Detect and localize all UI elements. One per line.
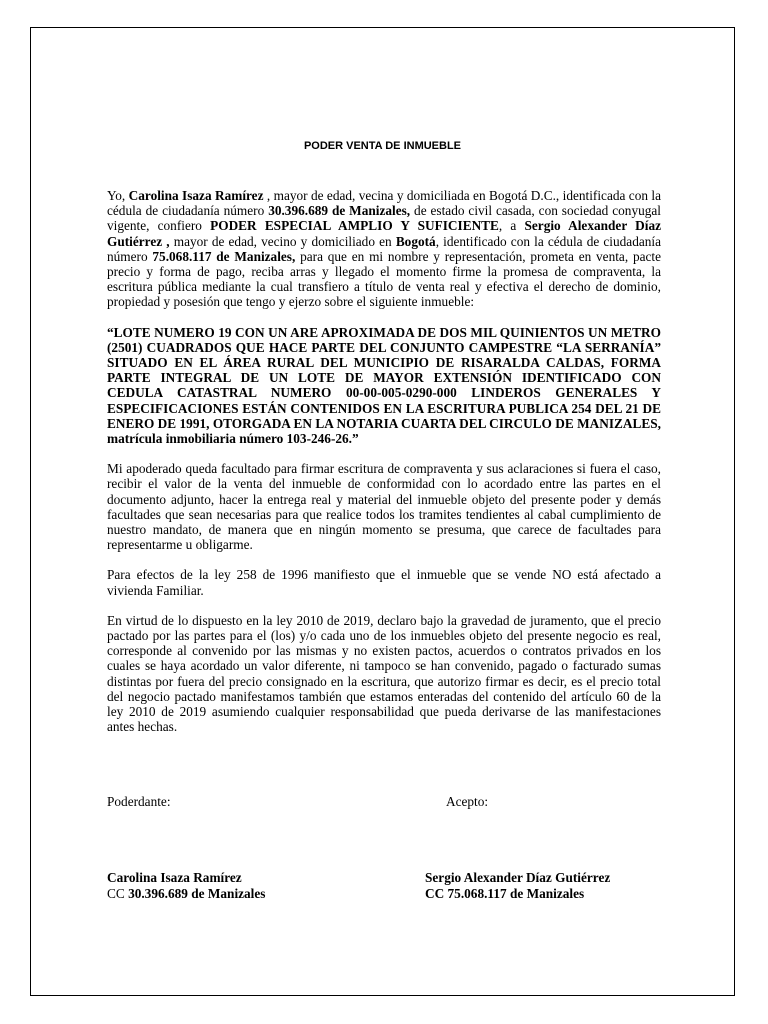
paragraph-property — [107, 325, 661, 447]
property-description: “LOTE NUMERO 19 CON UN ARE APROXIMADA DE DOS MIL QUINIENTOS UN METRO (2501) CUADRADOS QUE HACE PARTE DEL CONJUNTO CAMPESTRE “LA SERRANÍA” SITUADO EN EL ÁREA RURAL DEL MUNICIPIO DE RISARALDA CALDAS, FORMA PARTE INTEGRAL DE UN LOTE DE MAYOR EXTENSIÓN IDENTIFICADO CON CEDULA CATASTRAL NUMERO 00-00-005-0290-000 LINDEROS GENERALES Y ESPECIFICACIONES ESTÁN CONTENIDOS EN LA ESCRITURA PUBLICA 254 DEL 21 DE ENERO DE 1991, OTORGADA EN LA NOTARIA CUARTA DEL CIRCULO DE MANIZALES, — [107, 324, 661, 431]
paragraph-grantor — [107, 188, 661, 310]
signer-cc: 30.396.689 de Manizales — [128, 885, 266, 901]
text-segment: de estado civil casada, con sociedad conyugal vigente, confiero — [107, 203, 662, 234]
grantor-cc: 30.396.689 de Manizales, — [268, 203, 411, 219]
grantor-name: Carolina Isaza Ramírez — [128, 188, 264, 203]
agent-cc: 75.068.117 de Manizales, — [152, 248, 296, 264]
signer-cc-prefix: CC — [107, 885, 129, 901]
document-page — [30, 27, 735, 996]
text-segment: , mayor de edad, vecina y domiciliada en Bogotá D.C., identificada con la cédula de ciudadanía número — [107, 188, 661, 219]
text-segment: , a — [498, 218, 525, 234]
grantor-label: Poderdante: — [107, 794, 171, 809]
agent-name: Sergio Alexander Díaz Gutiérrez , — [107, 218, 661, 249]
acceptor-label: Acepto: — [446, 794, 489, 809]
paragraph-faculties: Mi apoderado queda facultado para firmar escritura de compraventa y sus aclaraciones si fuera el caso, recibir el valor de la venta del inmueble de conformidad con lo acordado entre las partes en el documento adjunto, hacer la entrega real y material del inmueble objeto del presente poder y demás facultades que sean necesarias para que realice todos los tramites tendientes al cabal cumplimiento de nuestro mandato, de manera que en ningún momento se presuma, que carece de facultades para representarme u obligarme. — [107, 461, 661, 553]
signer-agent — [425, 870, 610, 901]
text-segment: , identificado con la cédula de ciudadanía número — [107, 233, 661, 264]
text-segment: mayor de edad, vecino y domiciliado en — [169, 233, 396, 249]
power-type: PODER ESPECIAL AMPLIO Y SUFICIENTE — [210, 218, 499, 234]
signer-name: Carolina Isaza Ramírez — [107, 870, 242, 885]
paragraph-family-housing: Para efectos de la ley 258 de 1996 manifiesto que el inmueble que se vende NO está afectado a vivienda Familiar. — [107, 567, 661, 598]
text-segment: para que en mi nombre y representación, prometa en venta, pacte precio y forma de pago, reciba arras y llegado el momento firme la promesa de compraventa, la escritura pública mediante la cual transfiero a título de venta real y efectiva el derecho de dominio, propiedad y posesión que tengo y ejerzo sobre el siguiente inmueble: — [107, 248, 661, 310]
signer-name: Sergio Alexander Díaz Gutiérrez — [425, 870, 611, 885]
property-registration: matrícula inmobiliaria número 103-246-26.” — [107, 431, 359, 447]
text-segment: Yo, — [107, 188, 129, 203]
signer-cc: CC 75.068.117 de Manizales — [425, 885, 585, 901]
signer-grantor — [107, 870, 265, 901]
agent-city: Bogotá — [395, 233, 436, 249]
paragraph-oath: En virtud de lo dispuesto en la ley 2010 de 2019, declaro bajo la gravedad de juramento, que el precio pactado por las partes para el (los) y/o cada uno de los inmuebles objeto del presente negocio es real, corresponde al convenido por las mismas y no existen pactos, acuerdos o contratos privados en los cuales se haya acordado un valor diferente, ni tampoco se han convenido, pagado o facturado sumas distintas por fuera del precio consignado en la escritura, que autorizo firmar es decir, es el precio total del negocio pactado manifestamos también que estamos enteradas del contenido del artículo 60 de la ley 2010 de 2019 asumiendo cualquier responsabilidad que pueda derivarse de las manifestaciones antes hechas. — [107, 612, 661, 735]
document-title: PODER VENTA DE INMUEBLE — [303, 140, 462, 152]
document-body — [107, 188, 661, 750]
